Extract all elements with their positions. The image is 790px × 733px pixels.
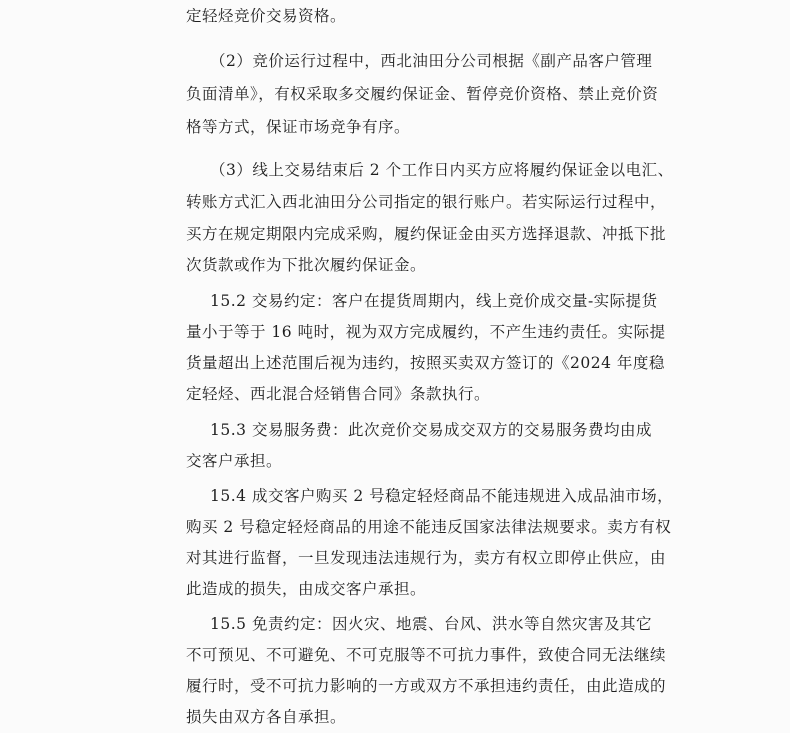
text-line: （3）线上交易结束后 2 个工作日内买方应将履约保证金以电汇、 [210, 161, 674, 179]
text-line: 量小于等于 16 吨时，视为双方完成履约，不产生违约责任。实际提 [186, 323, 666, 341]
text-line: 交客户承担。 [186, 452, 283, 470]
text-line: 负面清单》，有权采取多交履约保证金、暂停竞价资格、禁止竞价资 [186, 85, 659, 103]
text-line: 损失由双方各自承担。 [186, 708, 347, 726]
text-line: 15.4 成交客户购买 2 号稳定轻烃商品不能违规进入成品油市场， [210, 487, 674, 505]
text-line: 格等方式，保证市场竞争有序。 [186, 118, 411, 136]
text-line: 定轻烃、西北混合烃销售合同》条款执行。 [186, 385, 491, 403]
text-line: 转账方式汇入西北油田分公司指定的银行账户。若实际运行过程中， [186, 193, 667, 211]
text-line: 买方在规定期限内完成采购，履约保证金由买方选择退款、冲抵下批 [186, 225, 667, 243]
text-line: 定轻烃竞价交易资格。 [186, 7, 347, 25]
text-line: 15.3 交易服务费：此次竞价交易成交双方的交易服务费均由成 [210, 421, 652, 439]
text-line: 此造成的损失，由成交客户承担。 [186, 580, 427, 598]
text-line: 不可预见、不可避免、不可克服等不可抗力事件，致使合同无法继续 [186, 646, 667, 664]
text-line: 15.2 交易约定：客户在提货周期内，线上竞价成交量-实际提货 [210, 292, 658, 310]
text-line: 次货款或作为下批次履约保证金。 [186, 256, 427, 274]
text-line: 购买 2 号稳定轻烃商品的用途不能违反国家法律法规要求。卖方有权 [186, 518, 672, 536]
text-line: 对其进行监督，一旦发现违法违规行为，卖方有权立即停止供应，由 [186, 549, 667, 567]
text-line: 履行时，受不可抗力影响的一方或双方不承担违约责任，由此造成的 [186, 677, 667, 695]
text-line: 15.5 免责约定：因火灾、地震、台风、洪水等自然灾害及其它 [210, 615, 652, 633]
text-line: 货量超出上述范围后视为违约，按照买卖双方签订的《2024 年度稳 [186, 354, 665, 372]
text-line: （2）竞价运行过程中，西北油田分公司根据《副产品客户管理 [210, 52, 653, 70]
